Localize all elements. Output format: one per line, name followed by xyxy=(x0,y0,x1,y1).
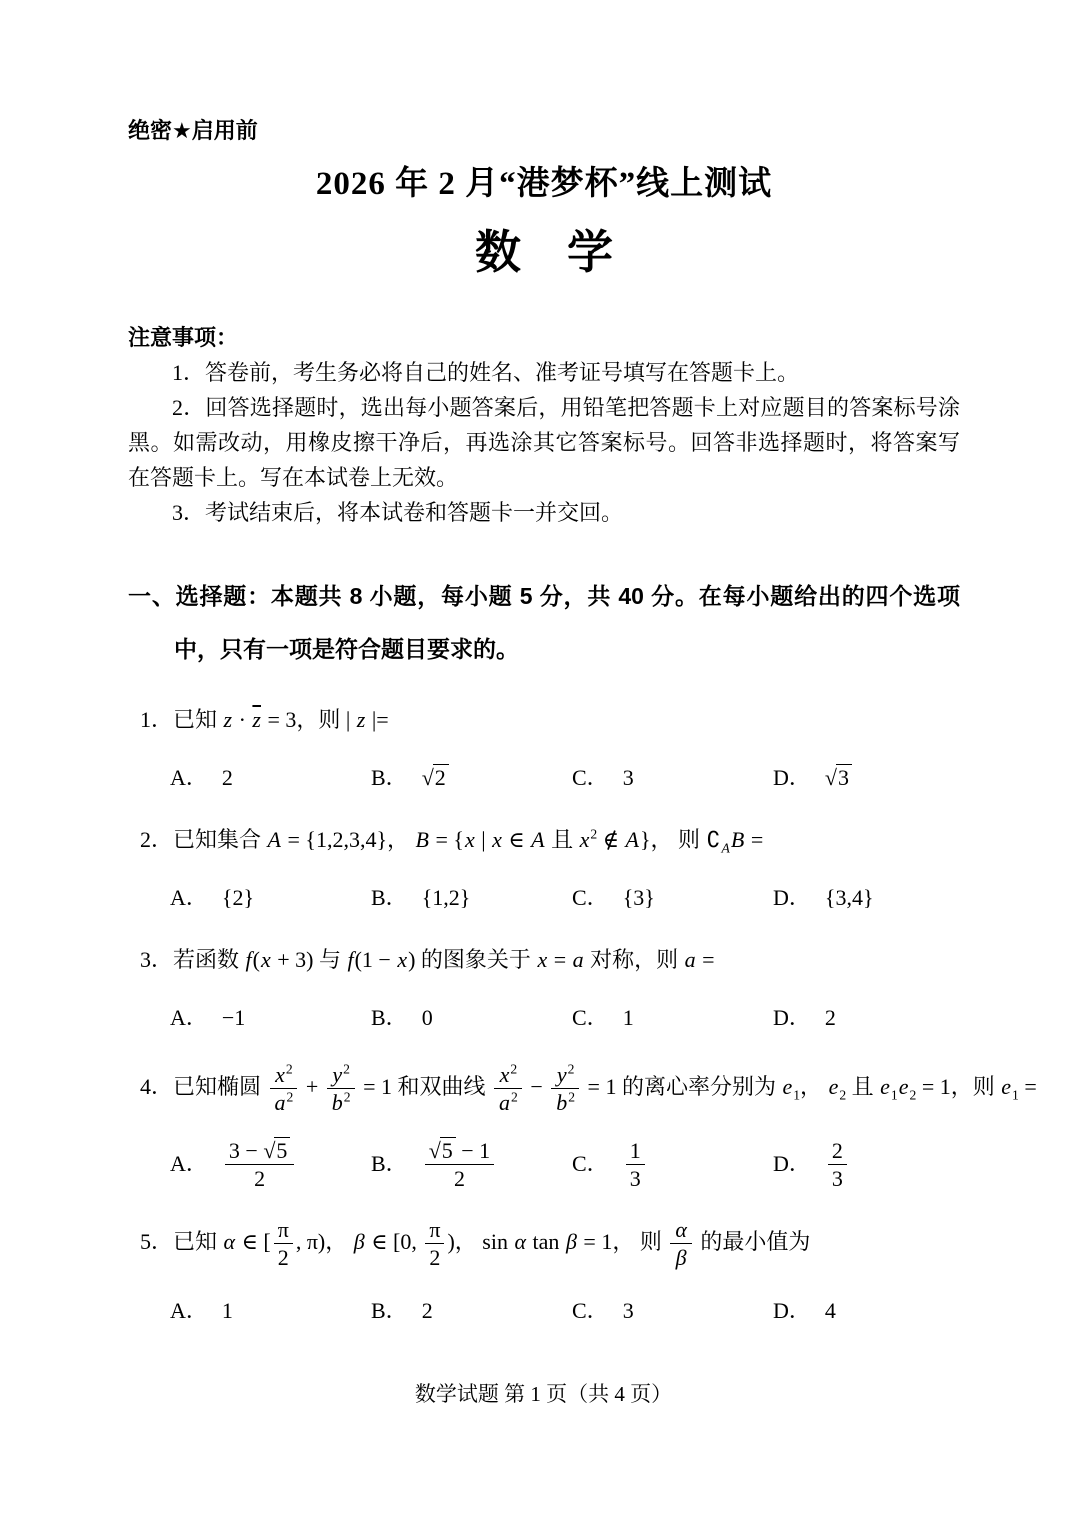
math-base: b xyxy=(556,1090,568,1116)
math-superscript: 2 xyxy=(568,1089,576,1105)
option-label: C． xyxy=(572,1297,609,1323)
fraction-numerator xyxy=(327,1062,355,1088)
math-variable: z xyxy=(356,707,366,732)
option-item xyxy=(371,1000,572,1036)
fraction-denominator: 2 xyxy=(425,1164,495,1191)
question-stem-row xyxy=(140,1217,960,1271)
option-label: A． xyxy=(170,1005,208,1030)
option-value: 3 xyxy=(622,1297,634,1323)
question-number: 3． xyxy=(140,947,174,972)
math-variable: z xyxy=(223,707,233,732)
math-base: x xyxy=(499,1062,510,1087)
question-stem: 若函数 f(x + 3) 与 f(1 − x) 的图象关于 x = a 对称，则 a = xyxy=(173,947,715,972)
math-variable: A xyxy=(531,827,545,852)
fraction-numerator xyxy=(270,1062,298,1088)
option-label: D． xyxy=(773,1151,811,1177)
fraction xyxy=(425,1217,444,1271)
fraction-numerator: 2 xyxy=(831,1137,843,1163)
math-subscript: 1 xyxy=(1012,1087,1019,1103)
question-stem: 已知集合 A = {1,2,3,4}， B = {x | x ∈ A 且 $x^2$ ∉ A}， 则 $∁_AB$ = xyxy=(173,826,764,856)
fraction-denominator xyxy=(270,1088,298,1115)
option-item xyxy=(371,1293,572,1329)
fraction xyxy=(828,1138,847,1192)
fraction-denominator xyxy=(670,1243,692,1270)
option-value: 1 xyxy=(221,1297,233,1323)
math-variable: B xyxy=(415,827,429,852)
question-stem: 已知椭圆 $\frac{x^2}{a^2}$ + $\frac{y^2}{b^2}$ = 1 和双曲线 $\frac{x^2}{a^2}$ − $\frac{y^2}{b^2}$ = 1 的离心率分别为 $e_1$， $e_2$ 且 $e_1e_2 = 1$，则 $e_1$ = xyxy=(173,1061,1037,1116)
option-item xyxy=(371,760,572,796)
radicand: 3 xyxy=(836,764,852,790)
math-variable: β xyxy=(675,1245,687,1271)
option-label: B． xyxy=(371,885,408,910)
question-stem-row xyxy=(140,942,960,978)
option-item xyxy=(170,1000,371,1036)
square-root xyxy=(429,1138,456,1163)
radicand: 5 xyxy=(440,1137,456,1163)
option-item xyxy=(371,1138,572,1192)
option-item xyxy=(170,1293,371,1329)
fraction-denominator: 2 xyxy=(274,1243,293,1270)
subject-title: 数 学 xyxy=(475,227,613,278)
math-variable: x xyxy=(397,947,408,972)
math-superscript: 2 xyxy=(511,1089,518,1105)
math-variable: x xyxy=(537,947,548,972)
option-label: D． xyxy=(773,1005,811,1030)
math-superscript: 2 xyxy=(567,1061,575,1077)
exam-title: 2026 年 2 月“港梦杯”线上测试 xyxy=(315,166,773,202)
math-base: y xyxy=(332,1062,343,1087)
options-row xyxy=(170,1293,960,1329)
question-stem-row xyxy=(140,822,960,858)
radical-sign-icon: √ xyxy=(263,1137,276,1163)
fraction xyxy=(225,1138,295,1192)
option-label: C． xyxy=(572,765,609,790)
fraction-numerator: 3 − √5 xyxy=(225,1138,295,1164)
math-variable: x xyxy=(464,827,475,852)
option-value: 2 xyxy=(421,1297,433,1323)
option-value xyxy=(422,1138,498,1192)
math-base: e xyxy=(898,1073,909,1099)
option-value: {2} xyxy=(221,885,255,910)
option-label: B． xyxy=(371,765,408,790)
math-variable: α xyxy=(223,1229,236,1255)
option-value xyxy=(825,1138,850,1192)
question-item xyxy=(128,822,960,916)
question-number: 4． xyxy=(140,1073,174,1099)
option-item xyxy=(371,880,572,916)
math-variable: A xyxy=(267,827,281,852)
option-label: D． xyxy=(773,765,811,790)
fraction-numerator xyxy=(670,1217,692,1243)
math-base: e xyxy=(880,1073,890,1099)
math-variable: β xyxy=(353,1229,365,1255)
question-item xyxy=(128,942,960,1036)
math-subscript: 1 xyxy=(793,1087,801,1103)
fraction-denominator: 3 xyxy=(828,1164,847,1191)
option-item xyxy=(170,880,371,916)
option-label: A． xyxy=(170,765,208,790)
option-item xyxy=(773,880,974,916)
option-item xyxy=(773,760,974,796)
fraction xyxy=(626,1138,645,1192)
option-item xyxy=(572,760,773,796)
option-item xyxy=(773,1293,974,1329)
option-value: 0 xyxy=(421,1005,433,1030)
fraction-numerator: √5 − 1 xyxy=(428,1137,491,1163)
option-label: A． xyxy=(170,885,208,910)
option-item xyxy=(572,880,773,916)
fraction-denominator: 2 xyxy=(425,1243,444,1270)
math-subscript: 1 xyxy=(890,1087,898,1103)
fraction-numerator: π xyxy=(277,1217,289,1243)
math-superscript: 2 xyxy=(343,1061,350,1077)
question-stem: 已知 $z \cdot \overline{z} = 3$，则 | z |= xyxy=(173,707,389,732)
option-label: A． xyxy=(170,1297,208,1323)
option-item xyxy=(572,1293,773,1329)
math-base: a xyxy=(274,1090,286,1116)
fraction-numerator xyxy=(494,1062,522,1088)
fraction-denominator: 3 xyxy=(626,1164,645,1191)
math-variable: a xyxy=(684,947,696,972)
fraction-numerator: π xyxy=(429,1217,441,1243)
fraction-denominator xyxy=(494,1088,522,1115)
math-superscript: 2 xyxy=(285,1061,293,1077)
option-value: −1 xyxy=(221,1005,246,1030)
question-item xyxy=(128,1061,1037,1191)
notice-item: 2．回答选择题时，选出每小题答案后，用铅笔把答题卡上对应题目的答案标号涂黑。如需改动，用橡皮擦干净后，再选涂其它答案标号。回答非选择题时，将答案写在答题卡上。写在本试卷上无效。 xyxy=(128,395,960,490)
section-one-heading: 一、选择题：本题共 8 小题，每小题 5 分，共 40 分。在每小题给出的四个选项中，只有一项是符合题目要求的。 xyxy=(128,583,960,662)
fraction-denominator xyxy=(327,1088,355,1115)
option-label: D． xyxy=(773,1297,811,1323)
option-item xyxy=(170,1138,371,1192)
question-number: 5． xyxy=(140,1229,174,1255)
option-value xyxy=(222,1138,298,1192)
square-root xyxy=(422,765,449,790)
radicand: 5 xyxy=(274,1137,290,1163)
fraction xyxy=(425,1138,495,1192)
math-variable: α xyxy=(675,1217,687,1243)
options-row xyxy=(170,760,960,796)
option-value xyxy=(825,760,852,796)
math-base: e xyxy=(782,1073,793,1099)
option-value: 2 xyxy=(221,765,233,790)
option-item xyxy=(572,1000,773,1036)
option-label: B． xyxy=(371,1005,408,1030)
option-value: 4 xyxy=(824,1297,836,1323)
option-item xyxy=(572,1138,773,1192)
radical-sign-icon: √ xyxy=(428,1137,441,1163)
radical-sign-icon: √ xyxy=(421,765,434,790)
option-label: C． xyxy=(572,1005,609,1030)
option-item xyxy=(170,760,371,796)
fraction xyxy=(327,1062,355,1116)
math-variable: x xyxy=(492,827,502,852)
question-item xyxy=(128,1217,960,1329)
math-variable: x xyxy=(260,947,271,972)
math-subscript: A xyxy=(721,840,730,856)
option-value: 2 xyxy=(824,1005,836,1030)
option-value xyxy=(623,1138,648,1192)
fraction-numerator: 1 xyxy=(629,1137,641,1163)
math-variable: A xyxy=(625,827,639,852)
math-variable: B xyxy=(730,827,745,852)
question-stem: 已知 α ∈ [ $\frac{\pi}{2}$ , π)， β ∈ [0, $\frac{\pi}{2}$ )， sin α tan β = 1， 则 $\frac{\alpha}{\beta}$ 的最小值为 xyxy=(173,1217,811,1271)
math-superscript: 2 xyxy=(510,1061,518,1077)
question-number: 2． xyxy=(140,827,174,852)
math-superscript: 2 xyxy=(343,1089,351,1105)
math-base: y xyxy=(556,1062,567,1087)
fraction xyxy=(551,1062,579,1116)
option-value: 1 xyxy=(622,1005,634,1030)
option-value xyxy=(422,760,449,796)
fraction xyxy=(494,1062,522,1116)
math-overline: $\overline{z}$ xyxy=(252,707,261,732)
option-item xyxy=(773,1000,974,1036)
math-variable: α xyxy=(514,1229,527,1255)
math-variable: f xyxy=(245,947,252,972)
square-root xyxy=(825,765,852,790)
question-list xyxy=(128,702,1037,1329)
notice-section xyxy=(128,320,960,530)
option-item xyxy=(773,1138,974,1192)
option-label: D． xyxy=(773,885,811,910)
math-superscript: 2 xyxy=(590,826,598,842)
options-row xyxy=(170,880,960,916)
question-stem-row xyxy=(140,702,960,738)
math-base: e xyxy=(1001,1073,1011,1099)
math-superscript: 2 xyxy=(286,1089,294,1105)
math-subscript: 2 xyxy=(909,1087,917,1103)
option-label: C． xyxy=(572,1151,609,1177)
option-value: {3} xyxy=(622,885,655,910)
math-variable: f xyxy=(347,947,354,972)
fraction-denominator: 2 xyxy=(225,1164,295,1191)
option-value: {3,4} xyxy=(824,885,874,910)
question-stem-row xyxy=(140,1061,1037,1116)
page-footer: 数学试题 第 1 页（共 4 页） xyxy=(414,1382,673,1406)
question-number: 1． xyxy=(140,707,174,732)
option-value: 3 xyxy=(622,765,634,790)
fraction xyxy=(670,1217,692,1271)
math-base: x xyxy=(275,1062,285,1087)
math-base: a xyxy=(499,1090,510,1116)
classification-label: 绝密★启用前 xyxy=(128,118,258,143)
options-row xyxy=(170,1000,960,1036)
math-base: b xyxy=(331,1090,343,1116)
option-value: {1,2} xyxy=(421,885,471,910)
square-root xyxy=(263,1138,290,1163)
fraction-numerator xyxy=(551,1062,579,1088)
math-base: ∁ xyxy=(706,827,721,852)
notice-item: 1．答卷前，考生务必将自己的姓名、准考证号填写在答题卡上。 xyxy=(172,360,800,385)
option-label: B． xyxy=(371,1297,408,1323)
options-row xyxy=(170,1138,960,1192)
fraction-denominator xyxy=(551,1088,579,1115)
math-variable: β xyxy=(565,1229,577,1255)
notice-item: 3．考试结束后，将本试卷和答题卡一并交回。 xyxy=(172,500,624,525)
question-item xyxy=(128,702,960,796)
notice-heading: 注意事项： xyxy=(128,325,239,350)
math-subscript: 2 xyxy=(839,1087,847,1103)
radical-sign-icon: √ xyxy=(824,765,837,790)
radicand: 2 xyxy=(433,764,449,790)
math-base: e xyxy=(828,1073,839,1099)
fraction xyxy=(274,1217,293,1271)
math-base: x xyxy=(579,827,590,852)
option-label: B． xyxy=(371,1151,408,1177)
option-label: A． xyxy=(170,1151,208,1177)
option-label: C． xyxy=(572,885,609,910)
fraction xyxy=(270,1062,298,1116)
math-variable: a xyxy=(572,947,584,972)
